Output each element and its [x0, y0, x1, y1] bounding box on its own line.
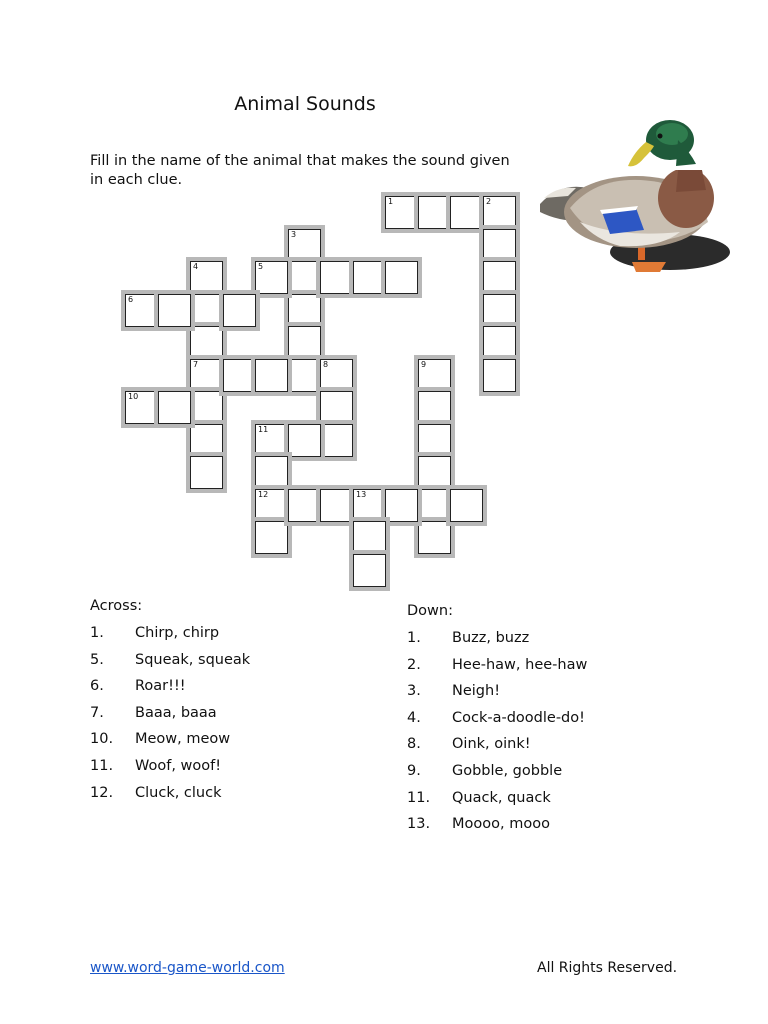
down-heading: Down:: [407, 603, 453, 619]
clue-number: 5.: [90, 651, 104, 668]
crossword-cell[interactable]: [483, 326, 516, 359]
crossword-cell[interactable]: [418, 424, 451, 457]
cell-number: 8: [323, 360, 329, 369]
clue-text: Roar!!!: [135, 678, 186, 695]
clue-row: [90, 729, 231, 756]
crossword-cell[interactable]: [320, 261, 353, 294]
crossword-cell[interactable]: [190, 391, 223, 424]
crossword-cell[interactable]: [255, 521, 288, 554]
clue-number: 12.: [90, 784, 114, 801]
clue-number: 2.: [407, 656, 421, 673]
clue-text: Hee-haw, hee-haw: [452, 656, 588, 673]
down-clues: [407, 601, 588, 841]
crossword-cell[interactable]: [158, 391, 191, 424]
crossword-cell[interactable]: [320, 359, 353, 392]
clue-text: Cock-a-doodle-do!: [452, 709, 585, 726]
clue-row: [90, 650, 251, 677]
clue-number: 8.: [407, 736, 421, 753]
crossword-cell[interactable]: [483, 196, 516, 229]
clue-number: 6.: [90, 678, 104, 695]
crossword-cell[interactable]: [255, 359, 288, 392]
clue-number: 4.: [407, 709, 421, 726]
crossword-cell[interactable]: [190, 456, 223, 489]
crossword-cell[interactable]: [483, 261, 516, 294]
cell-number: 13: [356, 490, 367, 499]
crossword-cell[interactable]: [288, 326, 321, 359]
crossword-cell[interactable]: [190, 326, 223, 359]
clue-row: [407, 734, 531, 761]
crossword-cell[interactable]: [288, 489, 321, 522]
clue-row: [407, 655, 588, 682]
clue-row: [90, 756, 222, 783]
clue-row: [407, 628, 530, 655]
clue-text: Buzz, buzz: [452, 630, 530, 646]
instructions-text: Fill in the name of the animal that makes the sound given in each clue.: [90, 153, 510, 188]
clue-number: 7.: [90, 704, 104, 721]
crossword-cell[interactable]: [450, 489, 483, 522]
clue-row: [90, 783, 222, 810]
crossword-cell[interactable]: [483, 294, 516, 327]
clue-number: 9.: [407, 762, 421, 779]
crossword-cell[interactable]: [255, 424, 288, 457]
crossword-cell[interactable]: [190, 261, 223, 294]
crossword-cell[interactable]: [320, 489, 353, 522]
clue-row: [407, 814, 550, 841]
clue-text: Gobble, gobble: [452, 762, 563, 779]
clue-row: [407, 708, 585, 735]
cell-number: 5: [258, 262, 264, 271]
crossword-cell[interactable]: [320, 424, 353, 457]
page-title: Animal Sounds: [234, 93, 376, 115]
crossword-cell[interactable]: [450, 196, 483, 229]
crossword-cell[interactable]: [158, 294, 191, 327]
clue-text: Cluck, cluck: [135, 784, 222, 801]
clue-number: 3.: [407, 683, 421, 700]
crossword-cell[interactable]: [385, 196, 418, 229]
crossword-cell[interactable]: [353, 521, 386, 554]
cell-number: 12: [258, 490, 269, 499]
crossword-cell[interactable]: [385, 489, 418, 522]
crossword-cell[interactable]: [288, 424, 321, 457]
clue-number: 10.: [90, 731, 114, 748]
cell-number: 11: [258, 425, 269, 434]
clue-row: [407, 788, 551, 815]
cell-number: 3: [291, 230, 297, 239]
crossword-cell[interactable]: [483, 229, 516, 262]
across-heading: Across:: [90, 598, 143, 614]
crossword-cell[interactable]: [223, 359, 256, 392]
cell-number: 6: [128, 295, 134, 304]
clue-text: Oink, oink!: [452, 736, 531, 753]
crossword-cell[interactable]: [223, 294, 256, 327]
clue-text: Squeak, squeak: [135, 651, 251, 668]
cell-number: 10: [128, 392, 139, 401]
clue-row: [90, 676, 186, 703]
clue-row: [90, 703, 217, 730]
rights-text: All Rights Reserved.: [537, 960, 678, 976]
clue-text: Chirp, chirp: [135, 625, 220, 641]
crossword-cell[interactable]: [385, 261, 418, 294]
crossword-cell[interactable]: [125, 294, 158, 327]
cell-number: 7: [193, 360, 199, 369]
crossword-cell[interactable]: [125, 391, 158, 424]
clue-row: [407, 681, 501, 708]
crossword-cell[interactable]: [288, 294, 321, 327]
crossword-cell[interactable]: [353, 554, 386, 587]
crossword-cell[interactable]: [255, 261, 288, 294]
clue-text: Woof, woof!: [135, 757, 222, 774]
clue-row: [407, 761, 563, 788]
across-clues: [90, 596, 251, 809]
crossword-cell[interactable]: [483, 359, 516, 392]
clue-number: 11.: [407, 789, 431, 806]
clue-number: 1.: [407, 630, 421, 646]
crossword-cell[interactable]: [288, 229, 321, 262]
cell-number: 4: [193, 262, 199, 271]
crossword-cell[interactable]: [418, 489, 451, 522]
crossword-cell[interactable]: [418, 456, 451, 489]
clue-text: Quack, quack: [452, 789, 551, 806]
crossword-cell[interactable]: [353, 261, 386, 294]
duck-image: [540, 112, 732, 284]
crossword-cell[interactable]: [255, 456, 288, 489]
crossword-cell[interactable]: [418, 391, 451, 424]
clue-text: Baaa, baaa: [135, 704, 217, 721]
crossword-cell[interactable]: [418, 196, 451, 229]
crossword-cell[interactable]: [288, 261, 321, 294]
clue-text: Moooo, mooo: [452, 816, 550, 833]
crossword-cell[interactable]: [190, 294, 223, 327]
crossword-cell[interactable]: [255, 489, 288, 522]
crossword-cell[interactable]: [320, 391, 353, 424]
crossword-cell[interactable]: [353, 489, 386, 522]
clue-text: Neigh!: [452, 683, 501, 700]
clue-number: 1.: [90, 625, 104, 641]
clue-text: Meow, meow: [135, 731, 231, 748]
crossword-cell[interactable]: [288, 359, 321, 392]
clue-row: [90, 623, 220, 650]
cell-number: 2: [486, 197, 492, 206]
crossword-cell[interactable]: [418, 521, 451, 554]
cell-number: 9: [421, 360, 427, 369]
cell-number: 1: [388, 197, 394, 206]
crossword-cell[interactable]: [190, 424, 223, 457]
website-link[interactable]: www.word-game-world.com: [90, 960, 285, 976]
crossword-cell[interactable]: [190, 359, 223, 392]
clue-number: 11.: [90, 757, 114, 774]
clue-number: 13.: [407, 816, 431, 833]
crossword-cell[interactable]: [418, 359, 451, 392]
